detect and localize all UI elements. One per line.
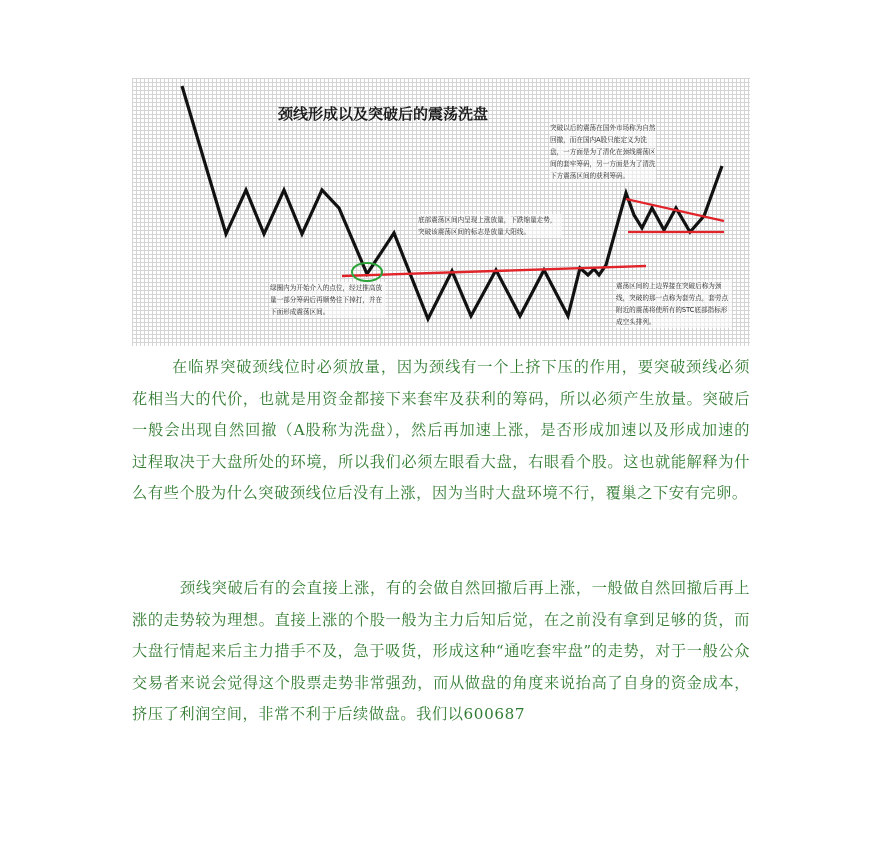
body-paragraph-2: 颈线突破后有的会直接上涨，有的会做自然回撤后再上涨，一般做自然回撤后再上涨的走势较为理想。直接上涨的个股一般为主力后知后觉，在之前没有拿到足够的货，而大盘行情起来后主力措手不及，急于吸货，形成这种“通吃套牢盘”的走势，对于一般公众交易者来说会觉得这个股票走势非常强劲，而从做盘的角度来说抬高了自身的资金成本，挤压了利润空间，非常不利于后续做盘。我们以600687 [132,579,750,723]
annotation-bottom-left: 绿圈内为开始介入的点位，经过推高放量一部分筹码后再顺势往下掉打，并在下面形成震荡区间。 [270,282,386,318]
annotation-top-right: 突破以后的震荡在国外市场称为自然回撤，而在国内A股只能定义为洗盘，一方面是为了清化在颈线震荡区间的套牢筹码，另一方面是为了清洗下方震荡区间的获利筹码。 [550,124,656,180]
annotation-middle: 底部震荡区间内呈现上涨放量，下跌缩量走势，突破该震荡区间的标志是放量大阳线。 [418,214,562,238]
body-paragraph-1: 在临界突破颈线位时必须放量，因为颈线有一个上挤下压的作用，要突破颈线必须花相当大的代价，也就是用资金都接下来套牢及获利的筹码，所以必须产生放量。突破后一般会出现自然回撤（A股称为洗盘），然后再加速上涨，是否形成加速以及形成加速的过程取决于大盘所处的环境，所以我们必须左眼看大盘，右眼看个股。这也就能解释为什么有些个股为什么突破颈线位后没有上涨，因为当时大盘环境不行，覆巢之下安有完卵。 [132,358,750,502]
annotation-bottom-right: 震荡区间的上边界接在突破后称为颈线，突破的那一点称为套劳点，套劳点附近的震荡将使所有的STC底部指标形成空头排列。 [616,280,732,328]
chart-title: 颈线形成以及突破后的震荡洗盘 [278,105,489,123]
chart-figure [132,78,750,346]
